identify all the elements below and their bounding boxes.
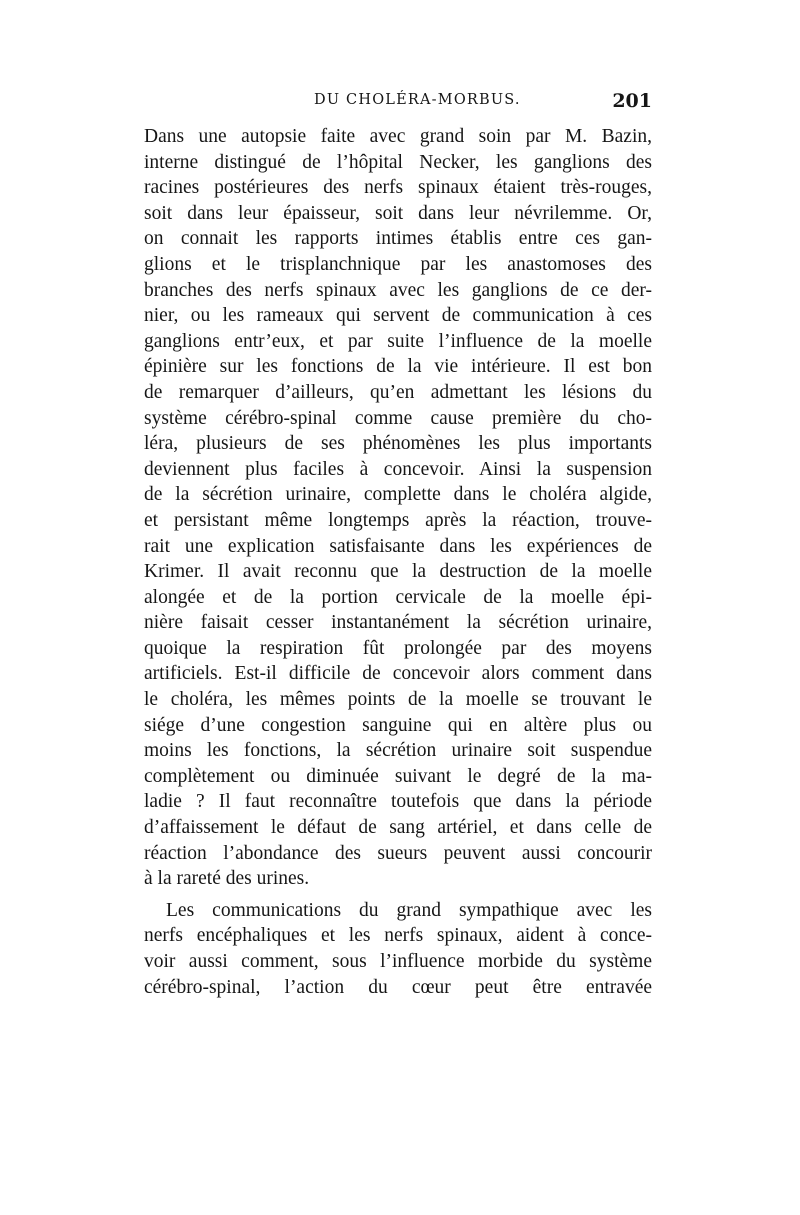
text-line: racines postérieures des nerfs spinaux étaient très-rouges,	[144, 177, 652, 199]
text-line: soit dans leur épaisseur, soit dans leur névrilemme. Or,	[144, 202, 652, 224]
text-line: ladie ? Il faut reconnaître toutefois que dans la période	[144, 791, 652, 813]
text-line: artificiels. Est-il difficile de concevoir alors comment dans	[144, 663, 652, 685]
text-line: quoique la respiration fût prolongée par des moyens	[144, 637, 652, 659]
text-line: complètement ou diminuée suivant le degré de la ma-	[144, 765, 652, 787]
text-line: glions et le trisplanchnique par les anastomoses des	[144, 253, 652, 275]
text-line: cérébro-spinal, l’action du cœur peut être entravée	[144, 976, 652, 998]
paragraph	[144, 898, 652, 1000]
text-line: nière faisait cesser instantanément la sécrétion urinaire,	[144, 612, 652, 634]
text-line: le choléra, les mêmes points de la moelle se trouvant le	[144, 689, 652, 711]
paragraph	[144, 124, 652, 892]
text-line: Dans une autopsie faite avec grand soin par M. Bazin,	[144, 126, 652, 147]
text-line: branches des nerfs spinaux avec les ganglions de ce der-	[144, 279, 652, 301]
text-line: nerfs encéphaliques et les nerfs spinaux, aident à conce-	[144, 925, 652, 947]
text-line: alongée et de la portion cervicale de la moelle épi-	[144, 586, 652, 608]
text-line: Krimer. Il avait reconnu que la destruction de la moelle	[144, 561, 652, 583]
text-line: on connait les rapports intimes établis entre ces gan-	[144, 228, 652, 250]
text-line: réaction l’abondance des sueurs peuvent aussi concourir	[144, 842, 652, 864]
running-head	[144, 92, 652, 122]
text-line: ganglions entr’eux, et par suite l’influence de la moelle	[144, 330, 652, 352]
text-line: léra, plusieurs de ses phénomènes les plus importants	[144, 433, 652, 455]
text-line: deviennent plus faciles à concevoir. Ainsi la suspension	[144, 458, 652, 480]
text-line: de remarquer d’ailleurs, qu’en admettant les lésions du	[144, 381, 652, 403]
text-line: épinière sur les fonctions de la vie intérieure. Il est bon	[144, 356, 652, 378]
page-number: 201	[612, 90, 652, 112]
text-line: siége d’une congestion sanguine qui en altère plus ou	[144, 714, 652, 736]
body-text	[144, 124, 652, 1000]
text-line: interne distingué de l’hôpital Necker, les ganglions des	[144, 151, 652, 173]
text-line: d’affaissement le défaut de sang artériel, et dans celle de	[144, 817, 652, 839]
text-line: nier, ou les rameaux qui servent de communication à ces	[144, 305, 652, 327]
text-line: moins les fonctions, la sécrétion urinaire soit suspendue	[144, 740, 652, 762]
text-line: système cérébro-spinal comme cause première du cho-	[144, 407, 652, 429]
text-line: voir aussi comment, sous l’influence morbide du système	[144, 951, 652, 972]
text-line: rait une explication satisfaisante dans les expériences de	[144, 535, 652, 557]
text-line: et persistant même longtemps après la réaction, trouve-	[144, 509, 652, 531]
text-line: Les communications du grand sympathique avec les	[166, 899, 652, 921]
text-line: à la rareté des urines.	[144, 868, 310, 890]
text-line: de la sécrétion urinaire, complette dans le choléra algide,	[144, 484, 652, 506]
running-title: DU CHOLÉRA-MORBUS.	[314, 92, 521, 108]
